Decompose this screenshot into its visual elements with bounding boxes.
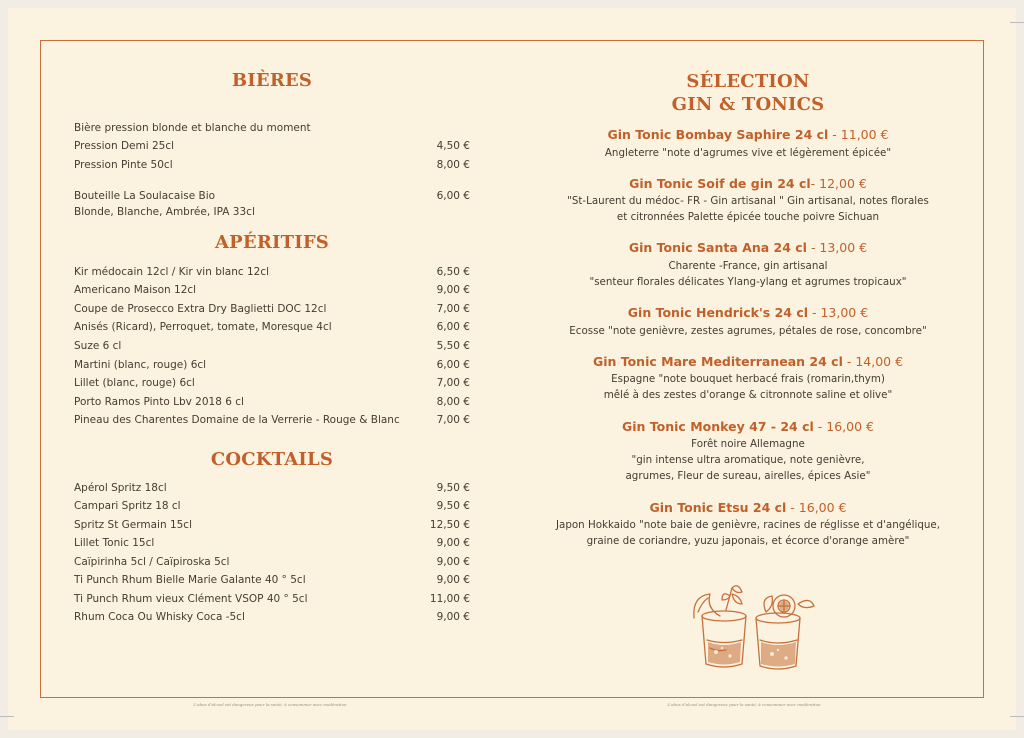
item-price: 6,50 € (436, 266, 470, 278)
item-price: 9,00 € (436, 537, 470, 549)
menu-row (74, 591, 470, 607)
gin-item-title (530, 354, 966, 369)
item-name: Coupe de Prosecco Extra Dry Baglietti DOC 12cl (74, 303, 327, 315)
gin-price: - 11,00 € (828, 127, 889, 142)
item-price: 12,50 € (429, 519, 470, 531)
menu-row (74, 264, 470, 280)
gin-item-title (530, 500, 966, 515)
item-name: Kir médocain 12cl / Kir vin blanc 12cl (74, 266, 270, 278)
item-name: Martini (blanc, rouge) 6cl (74, 359, 207, 371)
gin-description: et citronnées Palette épicée touche poivre Sichuan (616, 211, 880, 223)
item-price: 9,00 € (436, 611, 470, 623)
gin-item-title (530, 240, 966, 255)
item-price: 8,00 € (436, 159, 470, 171)
item-name: Lillet Tonic 15cl (74, 537, 155, 549)
menu-row (74, 535, 470, 551)
item-price: 9,00 € (436, 556, 470, 568)
item-price: 7,00 € (436, 377, 470, 389)
item-price: 5,50 € (436, 340, 470, 352)
health-warning-left: L'abus d'alcool est dangereux pour la santé, à consommer avec modération (193, 702, 347, 707)
gin-description: Forêt noire Allemagne (691, 438, 805, 450)
item-price: 8,00 € (436, 396, 470, 408)
gin-item-title (530, 176, 966, 191)
gin-description: "senteur florales délicates Ylang-ylang et agrumes tropicaux" (589, 276, 907, 288)
gin-price: - 16,00 € (813, 419, 874, 434)
gin-description: graine de coriandre, yuzu japonais, et écorce d'orange amère" (586, 535, 910, 547)
menu-row (74, 282, 470, 298)
gin-name: Gin Tonic Bombay Saphire 24 cl (607, 127, 829, 142)
item-name: Anisés (Ricard), Perroquet, tomate, Moresque 4cl (74, 321, 332, 333)
item-price: 9,00 € (436, 574, 470, 586)
gin-name: Gin Tonic Santa Ana 24 cl (628, 240, 807, 255)
cocktail-glasses-illustration (680, 578, 830, 678)
item-name: Lillet (blanc, rouge) 6cl (74, 377, 195, 389)
crop-mark (1010, 716, 1024, 717)
menu-row (74, 357, 470, 373)
gin-item-title (530, 419, 966, 434)
item-price: 9,50 € (436, 500, 470, 512)
item-name: Ti Punch Rhum Bielle Marie Galante 40 ° 5cl (74, 574, 306, 586)
item-name: Blonde, Blanche, Ambrée, IPA 33cl (74, 206, 255, 218)
menu-row (74, 554, 470, 570)
menu-row (74, 157, 470, 173)
menu-row (74, 188, 470, 204)
menu-row (74, 572, 470, 588)
item-name: Americano Maison 12cl (74, 284, 197, 296)
menu-row (74, 319, 470, 335)
menu-row (74, 338, 470, 354)
gin-price: - 13,00 € (808, 305, 869, 320)
gin-description: Espagne "note bouquet herbacé frais (romarin,thym) (611, 373, 885, 385)
item-price: 4,50 € (436, 140, 470, 152)
item-name: Pression Demi 25cl (74, 140, 175, 152)
menu-row (74, 412, 470, 428)
gin-name: Gin Tonic Etsu 24 cl (649, 500, 787, 515)
item-price: 7,00 € (436, 414, 470, 426)
crop-mark (1010, 22, 1024, 23)
menu-row (74, 480, 470, 496)
gin-description: agrumes, Fleur de sureau, airelles, épices Asie" (625, 470, 871, 482)
menu-row (74, 609, 470, 625)
menu-row (74, 301, 470, 317)
menu-row (74, 375, 470, 391)
item-name: Campari Spritz 18 cl (74, 500, 181, 512)
aperitifs-heading: APÉRITIFS (215, 232, 329, 253)
item-price: 6,00 € (436, 321, 470, 333)
menu-row (74, 498, 470, 514)
gin-price: - 16,00 € (786, 500, 847, 515)
gin-section-heading-line2: GIN & TONICS (671, 94, 825, 115)
item-name: Rhum Coca Ou Whisky Coca -5cl (74, 611, 245, 623)
item-name: Apérol Spritz 18cl (74, 482, 167, 494)
item-price: 11,00 € (429, 593, 470, 605)
item-name: Spritz St Germain 15cl (74, 519, 193, 531)
health-warning-right: L'abus d'alcool est dangereux pour la santé, à consommer avec modération (667, 702, 821, 707)
gin-description: Ecosse "note genièvre, zestes agrumes, pétales de rose, concombre" (569, 325, 927, 337)
menu-row (74, 517, 470, 533)
gin-item-title (530, 305, 966, 320)
gin-description: Charente -France, gin artisanal (668, 260, 828, 272)
menu-row (74, 138, 470, 154)
gin-name: Gin Tonic Soif de gin 24 cl (629, 176, 811, 191)
item-price: 6,00 € (436, 190, 470, 202)
item-price: 6,00 € (436, 359, 470, 371)
item-name: Ti Punch Rhum vieux Clément VSOP 40 ° 5cl (74, 593, 308, 605)
item-name: Porto Ramos Pinto Lbv 2018 6 cl (74, 396, 244, 408)
gin-name: Gin Tonic Monkey 47 - 24 cl (622, 419, 814, 434)
item-name: Pineau des Charentes Domaine de la Verrerie - Rouge & Blanc (74, 414, 400, 426)
gin-price: - 13,00 € (806, 240, 868, 255)
gin-name: Gin Tonic Hendrick's 24 cl (627, 305, 809, 320)
item-price: 7,00 € (436, 303, 470, 315)
item-name: Bière pression blonde et blanche du moment (74, 122, 311, 134)
gin-section-heading-line1: SÉLECTION (686, 71, 810, 92)
gin-price: - 12,00 € (810, 176, 867, 191)
item-name: Caïpirinha 5cl / Caïpiroska 5cl (74, 556, 230, 568)
gin-description: mêlé à des zestes d'orange & citronnote saline et olive" (603, 389, 893, 401)
cocktails-heading: COCKTAILS (210, 449, 334, 470)
item-name: Pression Pinte 50cl (74, 159, 173, 171)
gin-description: "gin intense ultra aromatique, note genièvre, (631, 454, 865, 466)
menu-row (74, 120, 470, 136)
item-name: Bouteille La Soulacaise Bio (74, 190, 216, 202)
gin-name: Gin Tonic Mare Mediterranean 24 cl (592, 354, 843, 369)
gin-description: Japon Hokkaido "note baie de genièvre, racines de réglisse et d'angélique, (555, 519, 941, 531)
gin-item-title (530, 127, 966, 142)
gin-price: - 14,00 € (842, 354, 904, 369)
menu-row (74, 394, 470, 410)
item-name: Suze 6 cl (74, 340, 122, 352)
gin-description: "St-Laurent du médoc- FR - Gin artisanal " Gin artisanal, notes florales (567, 195, 929, 207)
crop-mark (0, 716, 14, 717)
item-price: 9,00 € (436, 284, 470, 296)
menu-row (74, 204, 470, 220)
bieres-heading: BIÈRES (231, 70, 313, 91)
gin-description: Angleterre "note d'agrumes vive et légèrement épicée" (604, 147, 892, 159)
item-price: 9,50 € (436, 482, 470, 494)
